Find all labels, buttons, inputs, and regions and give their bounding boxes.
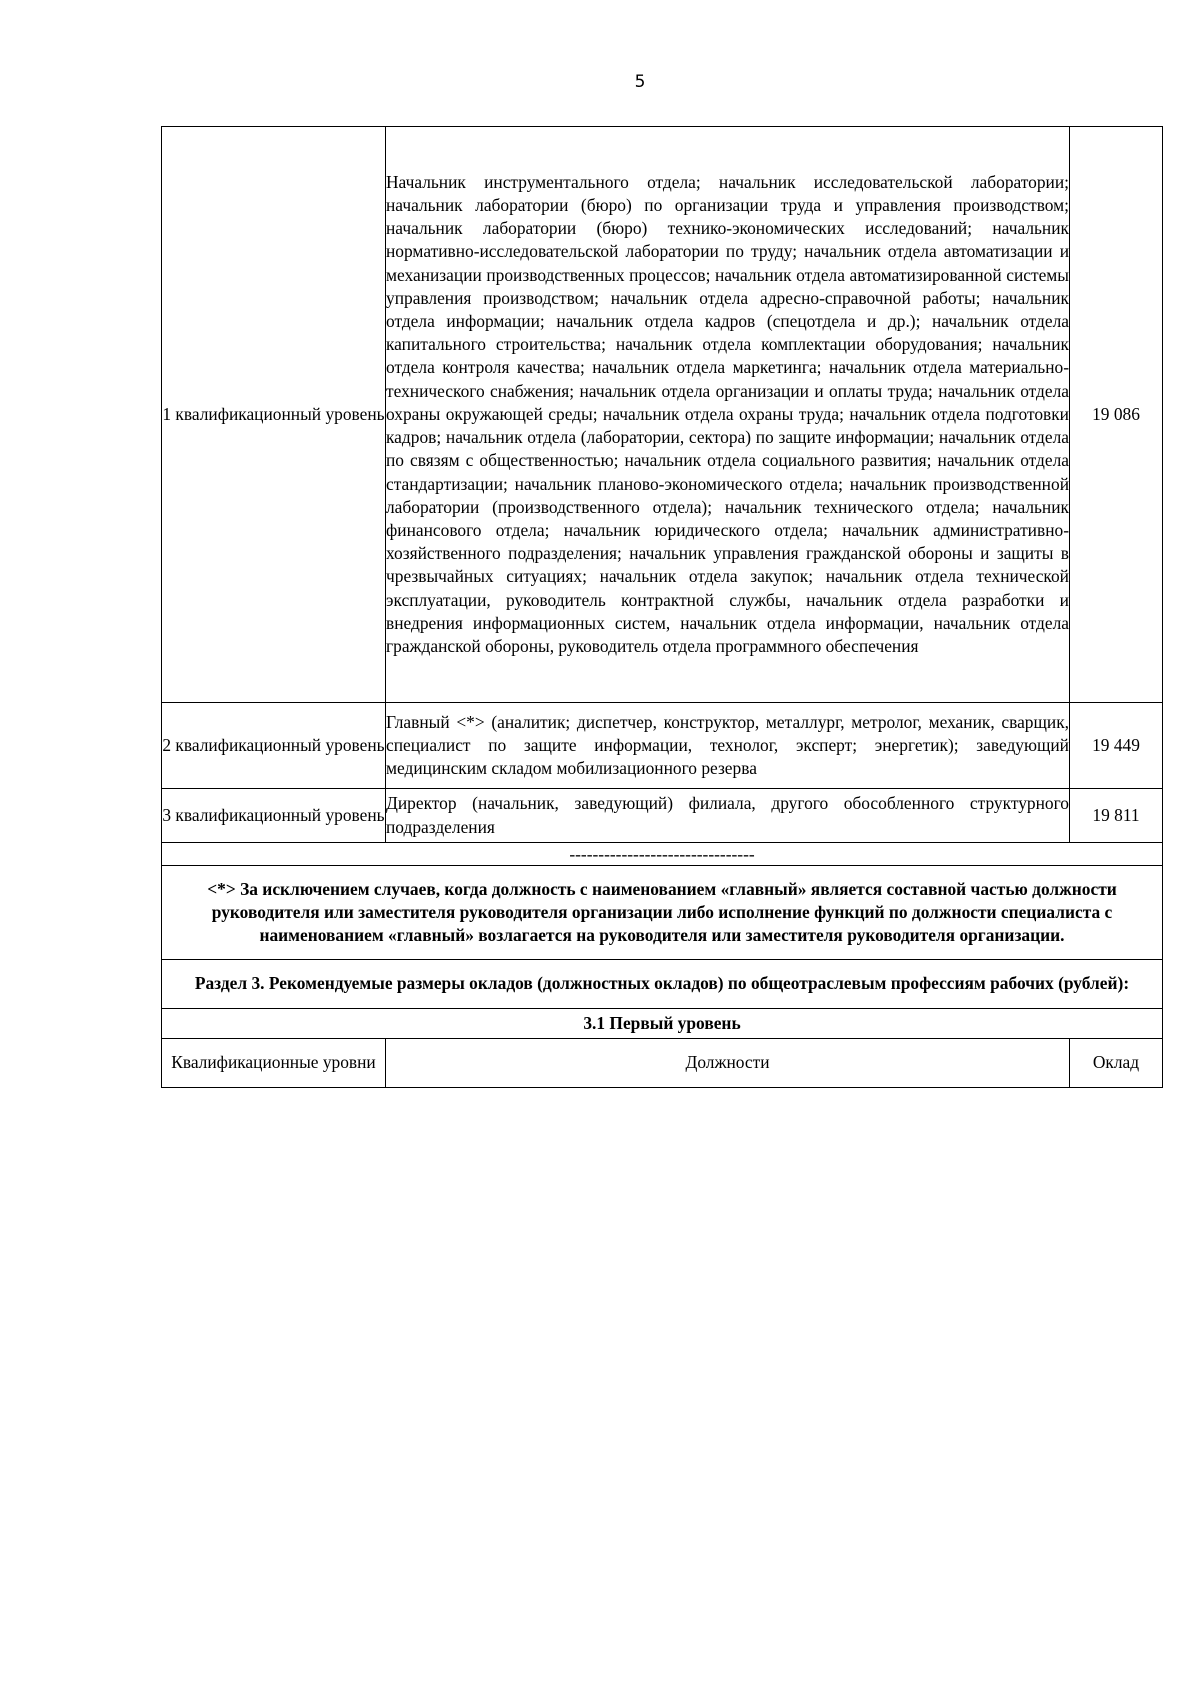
- qualification-level: 3 квалификационный уровень: [162, 789, 386, 843]
- header-levels: Квалификационные уровни: [162, 1039, 386, 1088]
- page-number: 5: [634, 72, 646, 92]
- positions-list: Главный <*> (аналитик; диспетчер, конструктор, металлург, метролог, механик, сварщик, специалист по защите информации, технолог, эксперт; энергетик); заведующий медицинским складом мобилизационного резерва: [386, 703, 1070, 789]
- section-title: Раздел 3. Рекомендуемые размеры окладов (должностных окладов) по общеотраслевым профессиям рабочих (рублей):: [162, 960, 1163, 1009]
- table-row: [162, 127, 1163, 703]
- footnote-row: [162, 866, 1163, 960]
- footnote-separator: --------------------------------: [162, 843, 1163, 866]
- salary-table: [161, 126, 1163, 1088]
- footnote: <*> За исключением случаев, когда должность с наименованием «главный» является составной частью должности руководителя или заместителя руководителя организации либо исполнение функций по должности специалиста с наименованием «главный» возлагается на руководителя или заместителя руководителя организации.: [162, 866, 1163, 960]
- subsection-row: [162, 1009, 1163, 1039]
- qualification-level: 1 квалификационный уровень: [162, 127, 386, 703]
- table-row: [162, 703, 1163, 789]
- salary-value: 19 811: [1070, 789, 1163, 843]
- qualification-level: 2 квалификационный уровень: [162, 703, 386, 789]
- header-positions: Должности: [386, 1039, 1070, 1088]
- section-row: [162, 960, 1163, 1009]
- table-row: [162, 789, 1163, 843]
- salary-value: 19 449: [1070, 703, 1163, 789]
- salary-value: 19 086: [1070, 127, 1163, 703]
- header-row: [162, 1039, 1163, 1088]
- separator-row: [162, 843, 1163, 866]
- positions-list: Директор (начальник, заведующий) филиала, другого обособленного структурного подразделения: [386, 789, 1070, 843]
- subsection-title: 3.1 Первый уровень: [162, 1009, 1163, 1039]
- positions-list: Начальник инструментального отдела; начальник исследовательской лаборатории; начальник лаборатории (бюро) по организации труда и управления производством; начальник лаборатории (бюро) технико-экономических исследований; начальник нормативно-исследовательской лаборатории по труду; начальник отдела автоматизации и механизации производственных процессов; начальник отдела автоматизированной системы управления производством; начальник отдела адресно-справочной работы; начальник отдела информации; начальник отдела кадров (спецотдела и др.); начальник отдела капитального строительства; начальник отдела комплектации оборудования; начальник отдела контроля качества; начальник отдела маркетинга; начальник отдела материально-технического снабжения; начальник отдела организации и оплаты труда; начальник отдела охраны окружающей среды; начальник отдела охраны труда; начальник отдела подготовки кадров; начальник отдела (лаборатории, сектора) по защите информации; начальник отдела по связям с общественностью; начальник отдела социального развития; начальник отдела стандартизации; начальник планово-экономического отдела; начальник производственной лаборатории (производственного отдела); начальник технического отдела; начальник финансового отдела; начальник юридического отдела; начальник административно-хозяйственного подразделения; начальник управления гражданской обороны и защиты в чрезвычайных ситуациях; начальник отдела закупок; начальник отдела технической эксплуатации, руководитель контрактной службы, начальник отдела разработки и внедрения информационных систем, начальник отдела информации, начальник отдела гражданской обороны, руководитель отдела программного обеспечения: [386, 127, 1070, 703]
- header-salary: Оклад: [1070, 1039, 1163, 1088]
